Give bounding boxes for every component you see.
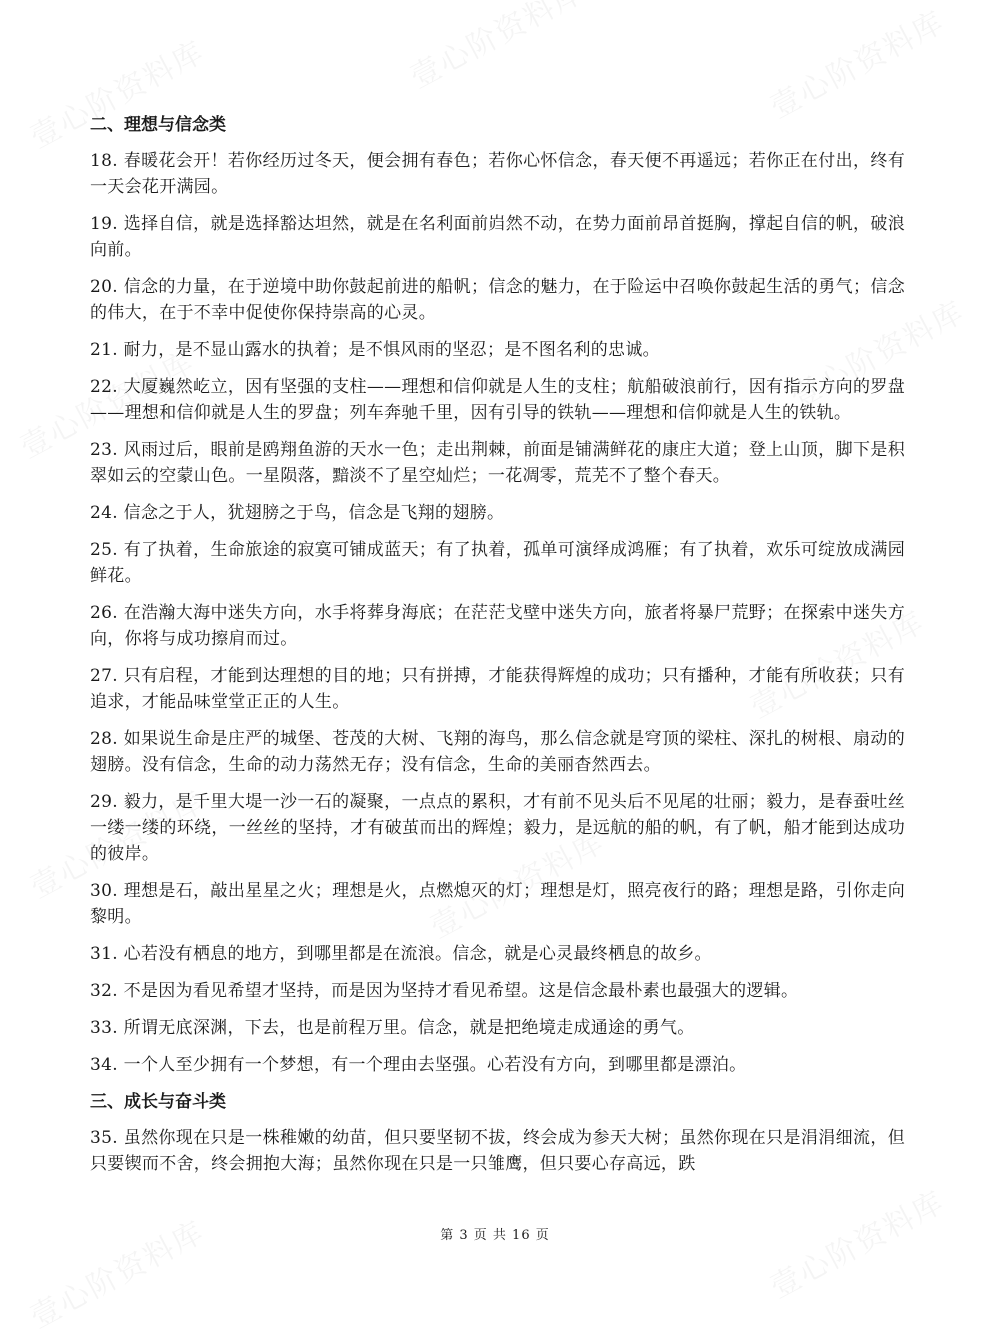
paragraph: 26. 在浩瀚大海中迷失方向，水手将葬身海底；在茫茫戈壁中迷失方向，旅者将暴尸荒野；在探索中迷失方向，你将与成功擦肩而过。: [90, 603, 905, 649]
paragraph: 31. 心若没有栖息的地方，到哪里都是在流浪。信念，就是心灵最终栖息的故乡。: [90, 944, 712, 964]
section-heading: 三、成长与奋斗类: [90, 1092, 226, 1112]
paragraph: 33. 所谓无底深渊，下去，也是前程万里。信念，就是把绝境走成通途的勇气。: [90, 1018, 695, 1038]
paragraph: 18. 春暖花会开！若你经历过冬天，便会拥有春色；若你心怀信念，春天便不再遥远；若你正在付出，终有一天会花开满园。: [90, 151, 905, 197]
paragraph: 20. 信念的力量，在于逆境中助你鼓起前进的船帆；信念的魅力，在于险运中召唤你鼓起生活的勇气；信念的伟大，在于不幸中促使你保持崇高的心灵。: [90, 277, 905, 323]
watermark: [401, 0, 591, 96]
paragraph: 19. 选择自信，就是选择豁达坦然，就是在名利面前岿然不动，在势力面前昂首挺胸，撑起自信的帆，破浪向前。: [90, 214, 905, 260]
paragraph: 23. 风雨过后，眼前是鸥翔鱼游的天水一色；走出荆棘，前面是铺满鲜花的康庄大道；登上山顶，脚下是积翠如云的空蒙山色。一星陨落，黯淡不了星空灿烂；一花凋零，荒芜不了整个春天。: [90, 440, 905, 486]
paragraph: 34. 一个人至少拥有一个梦想，有一个理由去坚强。心若没有方向，到哪里都是漂泊。: [90, 1055, 747, 1075]
section-heading: 二、理想与信念类: [90, 115, 226, 135]
document-body: [90, 112, 905, 1188]
watermark: [761, 0, 951, 126]
paragraph: 32. 不是因为看见希望才坚持，而是因为坚持才看见希望。这是信念最朴素也最强大的逻辑。: [90, 981, 799, 1001]
paragraph: 27. 只有启程，才能到达理想的目的地；只有拼搏，才能获得辉煌的成功；只有播种，才能有所收获；只有追求，才能品味堂堂正正的人生。: [90, 666, 905, 712]
paragraph: 28. 如果说生命是庄严的城堡、苍茂的大树、飞翔的海鸟，那么信念就是穹顶的梁柱、深扎的树根、扇动的翅膀。没有信念，生命的动力荡然无存；没有信念，生命的美丽杳然西去。: [90, 729, 905, 775]
paragraph: 25. 有了执着，生命旅途的寂寞可铺成蓝天；有了执着，孤单可演绎成鸿雁；有了执着，欢乐可绽放成满园鲜花。: [90, 540, 905, 586]
paragraph: 35. 虽然你现在只是一株稚嫩的幼苗，但只要坚韧不拔，终会成为参天大树；虽然你现在只是涓涓细流，但只要锲而不舍，终会拥抱大海；虽然你现在只是一只雏鹰，但只要心存高远，跌: [90, 1128, 905, 1174]
paragraph: 30. 理想是石，敲出星星之火；理想是火，点燃熄灭的灯；理想是灯，照亮夜行的路；理想是路，引你走向黎明。: [90, 881, 905, 927]
paragraph: 21. 耐力，是不显山露水的执着；是不惧风雨的坚忍；是不图名利的忠诚。: [90, 340, 660, 360]
page-number: 第 3 页 共 16 页: [440, 1228, 550, 1243]
paragraph: 29. 毅力，是千里大堤一沙一石的凝聚，一点点的累积，才有前不见头后不见尾的壮丽；毅力，是春蚕吐丝一缕一缕的环绕，一丝丝的坚持，才有破茧而出的辉煌；毅力，是远航的船的帆，有了帆，船才能到达成功的彼岸。: [90, 792, 905, 864]
paragraph: 22. 大厦巍然屹立，因有坚强的支柱——理想和信仰就是人生的支柱；航船破浪前行，因有指示方向的罗盘——理想和信仰就是人生的罗盘；列车奔驰千里，因有引导的铁轨——理想和信仰就是人生的铁轨。: [90, 377, 905, 423]
paragraph: 24. 信念之于人，犹翅膀之于鸟，信念是飞翔的翅膀。: [90, 503, 505, 523]
